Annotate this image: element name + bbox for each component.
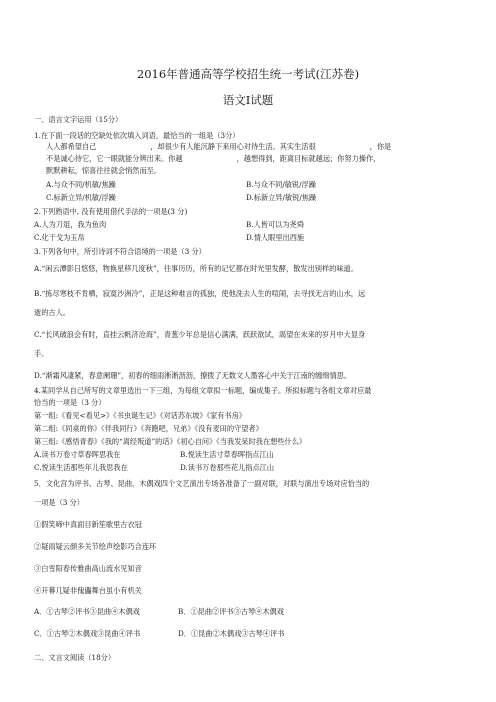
passage-text: 不是诚心待它，它一眼就能分辨出来。你越: [46, 154, 183, 163]
option-row: [46, 193, 317, 203]
couplet-line: ④开幕几疑非傀儡舞台虽小有机关: [34, 586, 142, 595]
option-b: B.“拣尽寒枝不肯栖，寂寞沙洲冷”，正是这种难言的孤独，使他洗去人生的喧闹，去寻找无言的山水，远: [34, 289, 366, 298]
section-heading: 二、文言文阅读（18分）: [34, 653, 116, 662]
option-c: C.“长风破浪会有时，直挂云帆济沧海”，青葱少年总是信心满满，跃跃欲试，渴望在未来的岁月中大显身: [34, 330, 366, 339]
couplet-line: ①假笑啼中真面目新笙歌里古衣冠: [34, 520, 142, 529]
option-d: D.情人眼里出西施: [246, 233, 305, 242]
option-c: C.标新立异/机敏/浮躁: [46, 193, 116, 202]
option-c-cont: 手。: [34, 349, 49, 358]
passage-text: ，你是: [369, 142, 392, 151]
option-row: [34, 220, 304, 230]
question-stem-cont: 一项是（3 分）: [34, 498, 84, 507]
option-b: B.悦读生活寸草春晖指点江山: [180, 450, 274, 459]
option-row: [34, 607, 284, 617]
option-a: A.与众不同/机敏/焦躁: [46, 180, 116, 189]
couplet-line: ②疑雨疑云颜多关节绘声绘影巧合连环: [34, 542, 157, 551]
group-line: 第二组:《同桌的你》《伴我同行》《奔跑吧，兄弟》《没有麦田的守望者》: [34, 424, 263, 433]
option-row: [34, 233, 305, 243]
passage-line: 默默耕耘，惊喜往往就会悄然而至。: [46, 166, 162, 175]
question-stem: 4.某同学从自己所写的文章里选出一下三组，为每组文章拟一标题，编成集子。所拟标题与各组文章对应最: [34, 386, 372, 395]
passage-text: ，越想得到，距离目标就越远；你努力操作，: [236, 154, 381, 163]
option-b: B．①昆曲②评书③古琴④木偶戏: [178, 607, 284, 616]
option-c: C.化干戈为玉帛: [34, 233, 85, 242]
option-a: A.读书万卷寸草春晖思我在: [34, 450, 121, 459]
option-c: C.悦读生活那些年儿我思我在: [34, 463, 128, 472]
option-d: D．①昆曲②木偶戏③古琴④评书: [178, 629, 285, 638]
option-a: A．①古琴②评书③昆曲④木偶戏: [34, 607, 140, 616]
couplet-line: ③白雪阳春传雅曲高山流水见知音: [34, 564, 142, 573]
option-a: A.人为刀俎，我为鱼肉: [34, 220, 107, 229]
option-d: D.标新立异/敏锐/焦躁: [246, 193, 317, 202]
group-line: 第三组:《感悟青春》《我的“离经叛道”的话》《初心自问》《当我发呆时我在想些什么》: [34, 437, 307, 446]
option-b-cont: 逝的古人。: [34, 308, 70, 317]
question-stem: 5．文化宫为评书、古琴、昆曲、木偶戏四个文艺演出专场各准备了一副对联，对联与演出专场对应恰当的: [34, 479, 370, 488]
option-a: A.“闲云潭影日悠悠，物换星移几度秋”，往事历历，所有的记忆都在时光里发酵，散发出别样的味道。: [34, 264, 358, 273]
option-row: [34, 629, 285, 639]
option-b: B.人皆可以为尧舜: [246, 220, 304, 229]
option-d: D.“渐霜风凄紧，春意阑珊”，初春的细雨淅淅沥沥，撩拨了无数文人墨客心中关于江南的缠绵情思。: [34, 371, 352, 380]
question-stem: 3.下列各句中，所引诗词不符合语境的一项是（3 分）: [34, 247, 206, 256]
option-row: [34, 450, 274, 460]
page-subtitle: 语文Ⅰ试题: [222, 93, 274, 107]
passage-text: ，却很少有人能沉静下来用心对待生活。其实生活很: [150, 142, 316, 151]
question-stem: 1.在下面一段话的空缺处依次填入词语，最恰当的一组是（3分）: [34, 131, 240, 140]
option-d: D.读书万卷那些花儿指点江山: [180, 463, 275, 472]
passage-line: [46, 154, 380, 164]
page-title: 2016年普通高等学校招生统一考试(江苏卷): [136, 67, 360, 81]
question-stem-cont: 恰当的一项是（3 分）: [34, 398, 106, 407]
passage-text: 人人都希望自己: [46, 142, 97, 151]
question-stem: 2.下列熟语中, 没有使用借代手法的一项是(3 分): [34, 207, 188, 216]
option-row: [34, 463, 275, 473]
option-b: B.与众不同/敏锐/浮躁: [246, 180, 316, 189]
group-line: 第一组:《看见<看见>》《书虫诞生记》《对话苏东坡》《家有书房》: [34, 411, 247, 420]
option-row: [46, 180, 316, 190]
passage-line: [46, 142, 391, 152]
section-heading: 一、语言文字运用（15分）: [34, 115, 123, 124]
option-c: C．①古琴②木偶戏③昆曲④评书: [34, 629, 141, 638]
